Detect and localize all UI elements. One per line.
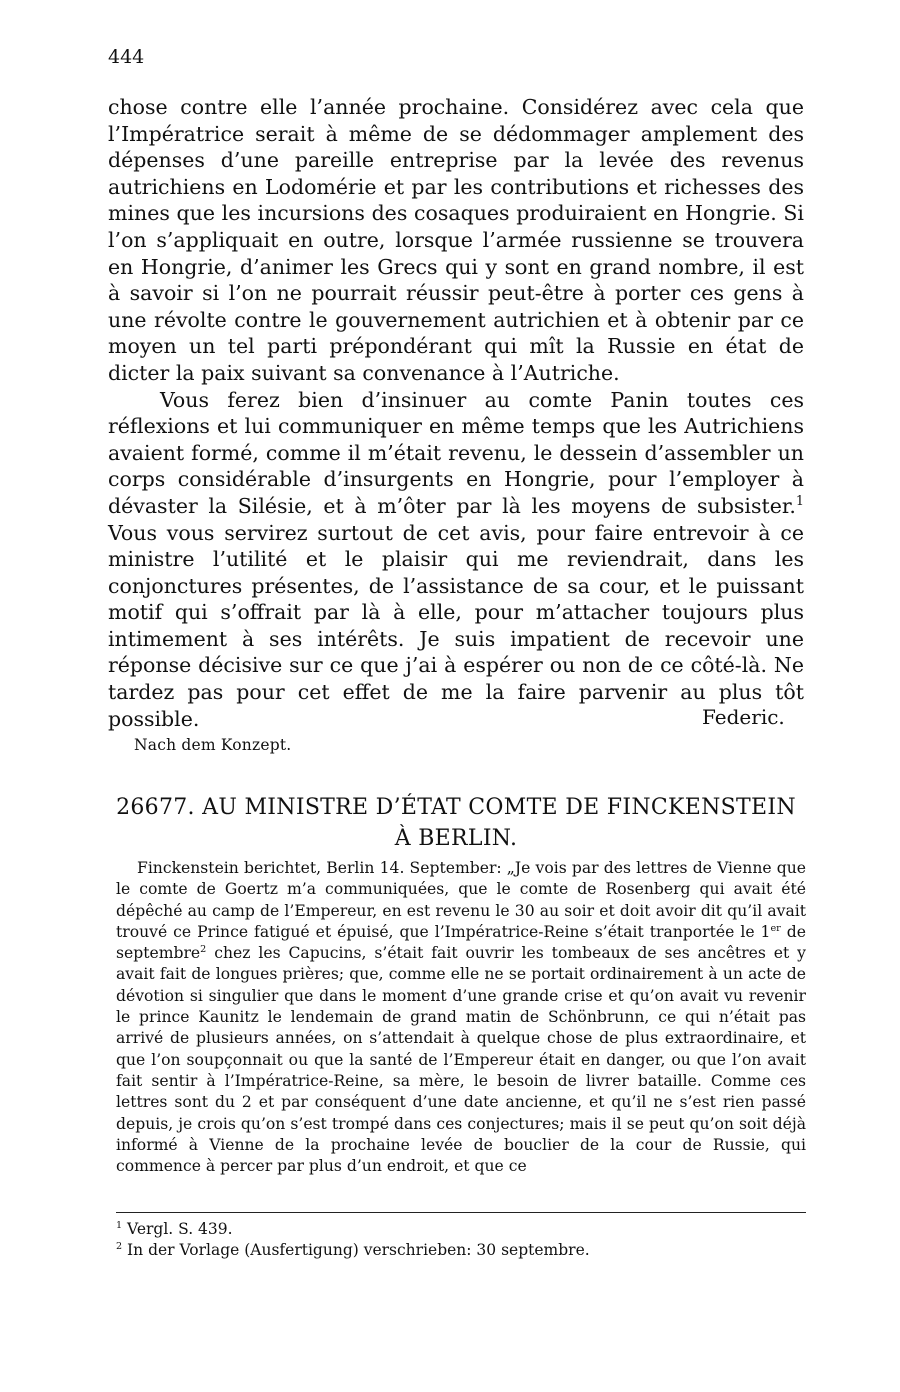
- footnote: [116, 1241, 590, 1259]
- source-note: Nach dem Konzept.: [134, 736, 292, 754]
- footnote: [116, 1220, 233, 1238]
- body-text: Vous vous servirez surtout de cet avis, pour faire entrevoir à ce ministre l’utilité et le plaisir qui me reviendrait, dans les conjonctures présentes, de l’assistance de sa cour, et le puissant motif qui s’offrait par là à elle, pour m’attacher toujours plus intimement à ses intérêts. Je suis impatient de recevoir une réponse décisive sur ce que j’ai à espérer ou non de ce côté-là. Ne tardez pas pour cet effet de me la faire parvenir au plus tôt possible.: [108, 520, 804, 731]
- superscript: er: [770, 922, 781, 934]
- signature: Federic.: [702, 705, 785, 729]
- summary-text: de septembre: [116, 922, 806, 963]
- summary-text: Finckenstein berichtet, Berlin 14. September: „Je vois par des lettres de Vienne que le comte de Goertz m’a communiquées, que le comte de Rosenberg qui avait été dépêché au camp de l’Empereur, en est revenu le 30 au soir et doit avoir dit qu’il avait trouvé ce Prince fatigué et épuisé, que l’Impératrice-Reine s’était tranportée le 1: [116, 859, 806, 941]
- body-paragraph: [108, 387, 804, 733]
- body-text: Vous ferez bien d’insinuer au comte Panin toutes ces réflexions et lui communiquer en même temps que les Autrichiens avaient formé, comme il m’était revenu, le dessein d’assembler un corps considérable d’insurgents en Hongrie, pour l’employer à dévaster la Silésie, et à m’ôter par là les moyens de subsister.: [108, 387, 804, 518]
- footnote-mark: 1: [116, 1219, 123, 1231]
- footnote-divider: [116, 1212, 806, 1213]
- body-paragraph: chose contre elle l’année prochaine. Considérez avec cela que l’Impératrice serait à même de se dédommager amplement des dépenses d’une pareille entreprise par la levée des revenus autrichiens en Lodomérie et par les contributions et richesses des mines que les incursions des cosaques produiraient en Hongrie. Si l’on s’appliquait en outre, lorsque l’armée russienne se trouvera en Hongrie, d’animer les Grecs qui y sont en grand nombre, il est à savoir si l’on ne pourrait réussir peut-être à porter ces gens à une révolte contre le gouvernement autrichien et à obtenir par ce moyen un tel parti prépondérant qui mît la Russie en état de dicter la paix suivant sa convenance à l’Autriche.: [108, 95, 804, 385]
- footnote-text: In der Vorlage (Ausfertigung) verschrieben: 30 septembre.: [127, 1241, 590, 1259]
- summary-paragraph: [116, 858, 806, 1177]
- letter-body: [108, 94, 804, 732]
- footnote-mark: 2: [116, 1240, 123, 1252]
- section-heading: 26677. AU MINISTRE D’ÉTAT COMTE DE FINCKENSTEIN À BERLIN.: [116, 795, 796, 851]
- summary-text: chez les Capucins, s’était fait ouvrir les tombeaux de ses ancêtres et y avait fait de longues prières; que, comme elle ne se portait ordinairement à un acte de dévotion si singulier que dans le moment d’une grande crise et qu’on avait vu revenir le prince Kaunitz le lendemain de grand matin de Schönbrunn, ce qui n’était pas arrivé de plusieurs années, on s’attendait à quelque chose de plus extraordinaire, et que l’on soupçonnait ou que la santé de l’Empereur était en danger, ou que l’on avait fait sentir à l’Impératrice-Reine, sa mère, le besoin de livrer bataille. Comme ces lettres sont du 2 et par conséquent d’une date ancienne, et qu’il ne s’est rien passé depuis, je crois qu’on s’est trompé dans ces conjectures; mais il se peut qu’on soit déjà informé à Vienne de la prochaine levée de bouclier de la cour de Russie, qui commence à percer par plus d’un endroit, et que ce: [116, 944, 806, 1176]
- footnote-reference[interactable]: 2: [200, 944, 207, 955]
- summary-block: [116, 858, 806, 1177]
- page-number: 444: [108, 46, 145, 68]
- footnote-reference[interactable]: 1: [795, 493, 804, 509]
- footnote-text: Vergl. S. 439.: [127, 1220, 233, 1238]
